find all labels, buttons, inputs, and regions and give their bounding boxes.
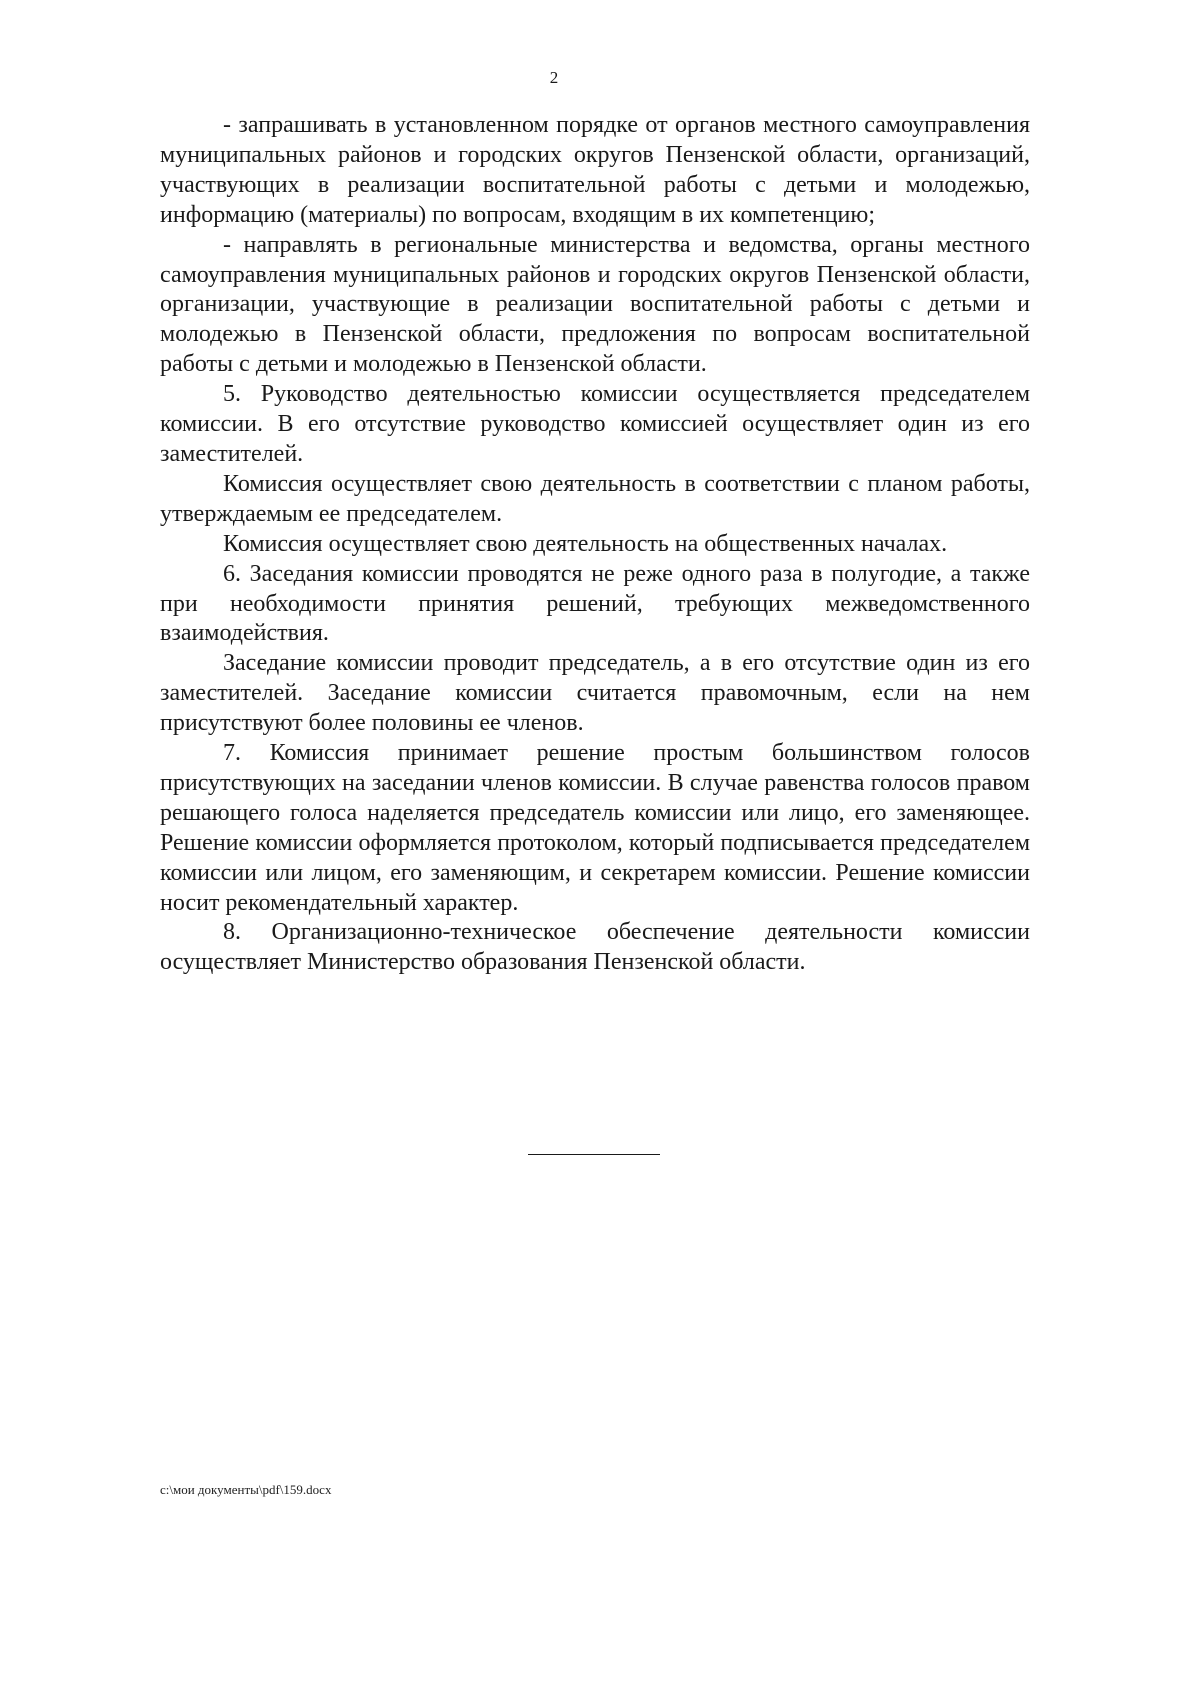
- paragraph-send-proposals: - направлять в региональные министерства и ведомства, органы местного самоуправления муниципальных районов и городских округов Пензенской области, организации, участвующие в реализации воспитательной работы с детьми и молодежью в Пензенской области, предложения по вопросам воспитательной работы с детьми и молодежью в Пензенской области.: [160, 231, 1030, 378]
- footer-file-path: c:\мои документы\pdf\159.docx: [160, 1482, 332, 1497]
- paragraph-meeting-quorum: Заседание комиссии проводит председатель, а в его отсутствие один из его заместителей. Заседание комиссии считается правомочным, если на нем присутствуют более половины ее членов.: [160, 650, 1030, 737]
- paragraph-item-5: 5. Руководство деятельностью комиссии осуществляется председателем комиссии. В его отсутствие руководство комиссией осуществляет один из его заместителей.: [160, 381, 1030, 467]
- page-number: 2: [549, 68, 559, 87]
- paragraph-work-plan: Комиссия осуществляет свою деятельность в соответствии с планом работы, утверждаемым ее председателем.: [160, 470, 1030, 527]
- document-body: [160, 111, 1030, 978]
- end-divider-line: [528, 1154, 660, 1155]
- paragraph-request-info: - запрашивать в установленном порядке от органов местного самоуправления муниципальных районов и городских округов Пензенской области, организаций, участвующих в реализации воспитательной работы с детьми и молодежью, информацию (материалы) по вопросам, входящим в их компетенцию;: [160, 112, 1030, 228]
- paragraph-item-6: 6. Заседания комиссии проводятся не реже одного раза в полугодие, а также при необходимости принятия решений, требующих межведомственного взаимодействия.: [160, 560, 1030, 647]
- paragraph-item-7: 7. Комиссия принимает решение простым большинством голосов присутствующих на заседании членов комиссии. В случае равенства голосов правом решающего голоса наделяется председатель комиссии или лицо, его заменяющее. Решение комиссии оформляется протоколом, который подписывается председателем комиссии или лицом, его заменяющим, и секретарем комиссии. Решение комиссии носит рекомендательный характер.: [160, 740, 1030, 916]
- paragraph-public-basis: Комиссия осуществляет свою деятельность на общественных началах.: [223, 530, 948, 557]
- paragraph-item-8: 8. Организационно-техническое обеспечение деятельности комиссии осуществляет Министерство образования Пензенской области.: [160, 919, 1030, 976]
